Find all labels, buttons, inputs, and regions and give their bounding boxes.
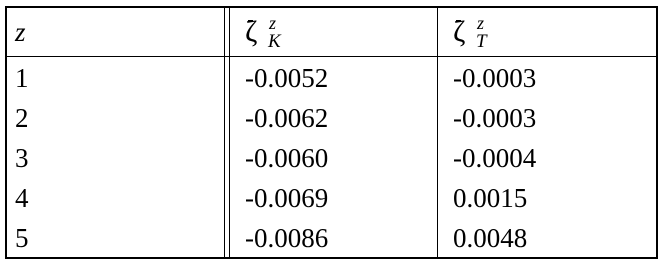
- cell-z: 4: [15, 182, 29, 213]
- cell-zeta-k: -0.0052: [245, 62, 329, 93]
- table-row: [7, 178, 656, 218]
- cell-zeta-k: -0.0086: [245, 222, 329, 253]
- cell-zeta-t: -0.0003: [453, 102, 537, 133]
- cell-zeta-t: -0.0003: [453, 62, 537, 93]
- data-table: [5, 6, 658, 259]
- table-row: [7, 98, 656, 138]
- cell-zeta-k: -0.0069: [245, 182, 329, 213]
- zeta-k-symbol: [245, 13, 281, 52]
- zeta-k-superscript: z: [269, 13, 277, 33]
- cell-zeta-t: 0.0015: [453, 182, 528, 213]
- cell-z: 5: [15, 222, 29, 253]
- overbar: [248, 20, 253, 21]
- header-z: z: [15, 16, 26, 47]
- table-row: [7, 138, 656, 178]
- table-header-row: [7, 8, 656, 56]
- cell-z: 1: [15, 62, 29, 93]
- header-rule: [7, 56, 656, 57]
- header-zeta-k: [245, 8, 281, 56]
- cell-z: 3: [15, 142, 29, 173]
- zeta-glyph: ζ: [245, 15, 258, 48]
- cell-zeta-t: -0.0004: [453, 142, 537, 173]
- zeta-t-superscript: z: [477, 13, 485, 33]
- zeta-glyph: ζ: [453, 15, 466, 48]
- header-zeta-t: [453, 8, 487, 56]
- zeta-t-subscript: T: [476, 31, 487, 52]
- cell-zeta-k: -0.0062: [245, 102, 329, 133]
- table-row: [7, 218, 656, 258]
- cell-zeta-k: -0.0060: [245, 142, 329, 173]
- zeta-k-subscript: K: [268, 31, 281, 52]
- zeta-t-symbol: [453, 13, 487, 52]
- cell-zeta-t: 0.0048: [453, 222, 528, 253]
- cell-z: 2: [15, 102, 29, 133]
- table-row: [7, 58, 656, 98]
- overbar: [456, 20, 461, 21]
